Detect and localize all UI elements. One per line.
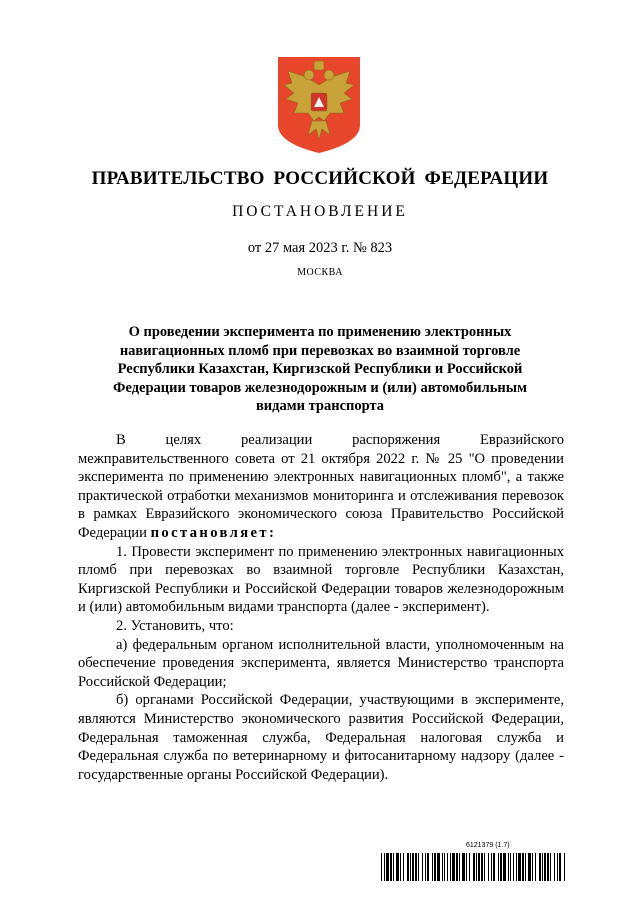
city: МОСКВА: [297, 267, 343, 278]
preamble-text: В целях реализации распоряжения Евразийского межправительственного совета от 21 октября 2022 г. № 25 "О проведении эксперимента по применению электронных навигационных пломб", а также практической отработки механизмов мониторинга и отслеживания перевозок в рамках Евразийского экономического союза Правительство Российской Федерации: [78, 432, 564, 541]
document-body: [78, 431, 564, 784]
paragraph-preamble: [78, 431, 564, 543]
barcode-number: 6121379 (1.7): [466, 842, 510, 849]
date-number: от 27 мая 2023 г. № 823: [247, 240, 393, 256]
document-type: ПОСТАНОВЛЕНИЕ: [232, 203, 408, 220]
government-heading: ПРАВИТЕЛЬСТВО РОССИЙСКОЙ ФЕДЕРАЦИИ: [91, 168, 549, 189]
barcode-icon: [381, 853, 565, 881]
document-title: О проведении эксперимента по применению электронных навигационных пломб при перевозках во взаимной торговле Республики Казахстан, Киргизской Республики и Российской Федерации товаров железнодорожным и (или) автомобильным видами транспорта: [113, 324, 527, 414]
paragraph-item-2b: б) органами Российской Федерации, участвующими в эксперименте, являются Министерство экономического развития Российской Федерации, Федеральная таможенная служба, Федеральная налоговая служба и Федеральная служба по ветеринарному и фитосанитарному надзору (далее - государственные органы Российской Федерации).: [78, 692, 564, 783]
paragraph-item-2: 2. Установить, что:: [116, 617, 234, 634]
paragraph-item-2a: а) федеральным органом исполнительной власти, уполномоченным на обеспечение проведения эксперимента, является Министерство транспорта Российской Федерации;: [78, 636, 564, 690]
decree-word: постановляет:: [150, 524, 277, 541]
paragraph-item-1: 1. Провести эксперимент по применению электронных навигационных пломб при перевозках во взаимной торговле Республики Казахстан, Киргизской Республики и Российской Федерации товаров железнодорожным и (или) автомобильным видами транспорта (далее - эксперимент).: [78, 543, 564, 616]
russian-coat-of-arms-icon: [276, 55, 362, 155]
